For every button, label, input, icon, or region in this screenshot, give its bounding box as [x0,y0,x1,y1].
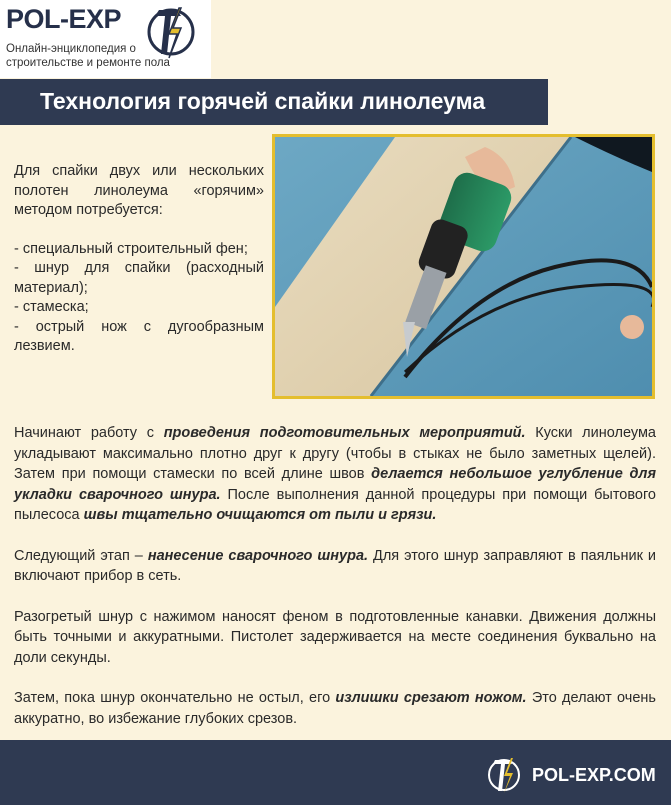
tool-item: - специальный строительный фен; [14,240,248,257]
text-span: Начинают работу с [14,425,164,441]
footer-url: POL-EXP.COM [532,765,656,785]
article-body [14,423,656,749]
site-logo[interactable] [0,0,211,78]
page-title: Технология горячей спайки линолеума [40,88,486,114]
emphasis: делается небольшое углубление для укладки сварочного шнура. [14,466,656,503]
title-bar [0,79,548,125]
paragraph-trimming [14,688,656,729]
logo-tagline: Онлайн-энциклопедия о строительстве и ремонте пола [6,43,170,69]
logo-title: POL-EXP [6,4,122,34]
intro-spacer [14,221,264,240]
text-span: Для этого шнур заправляют в паяльник и включают прибор в сеть. [14,547,656,584]
text-span: Куски линолеума укладывают максимально плотно друг к другу (чтобы в стыках не было заметных щелей). Затем при помощи стамески по всей длине швов [14,425,656,482]
intro-block [14,162,264,357]
text-span: Затем, пока шнур окончательно не остыл, его [14,690,336,706]
tool-item: - шнур для спайки (расходный материал); [14,260,264,296]
paragraph-next-stage [14,546,656,587]
text-span: После выполнения данной процедуры при помощи бытового пылесоса [14,486,657,523]
footer-brand-link[interactable] [480,755,660,795]
paragraph-preparation [14,423,656,526]
tool-item: - стамеска; [14,299,89,315]
paragraph-heated-cord: Разогретый шнур с нажимом наносят феном в подготовленные канавки. Движения должны быть точными и аккуратными. Пистолет задерживается на месте соединения буквально на доли секунды. [14,608,656,666]
welding-photo-illustration [275,137,652,396]
hammer-lightning-icon [480,755,530,795]
emphasis: нанесение сварочного шнура. [147,547,369,564]
tool-item: - острый нож с дугообразным лезвием. [14,318,264,354]
emphasis: излишки срезают ножом. [335,690,527,706]
text-span: Следующий этап – [14,547,148,564]
text-span: Это делают очень аккуратно, во избежание глубоких срезов. [14,690,656,727]
emphasis: проведения подготовительных мероприятий. [163,425,526,441]
intro-lead: Для спайки двух или нескольких полотен линолеума «горячим» методом потребуется: [14,163,264,218]
emphasis: швы тщательно очищаются от пыли и грязи. [83,507,437,523]
welding-photo [272,134,655,399]
